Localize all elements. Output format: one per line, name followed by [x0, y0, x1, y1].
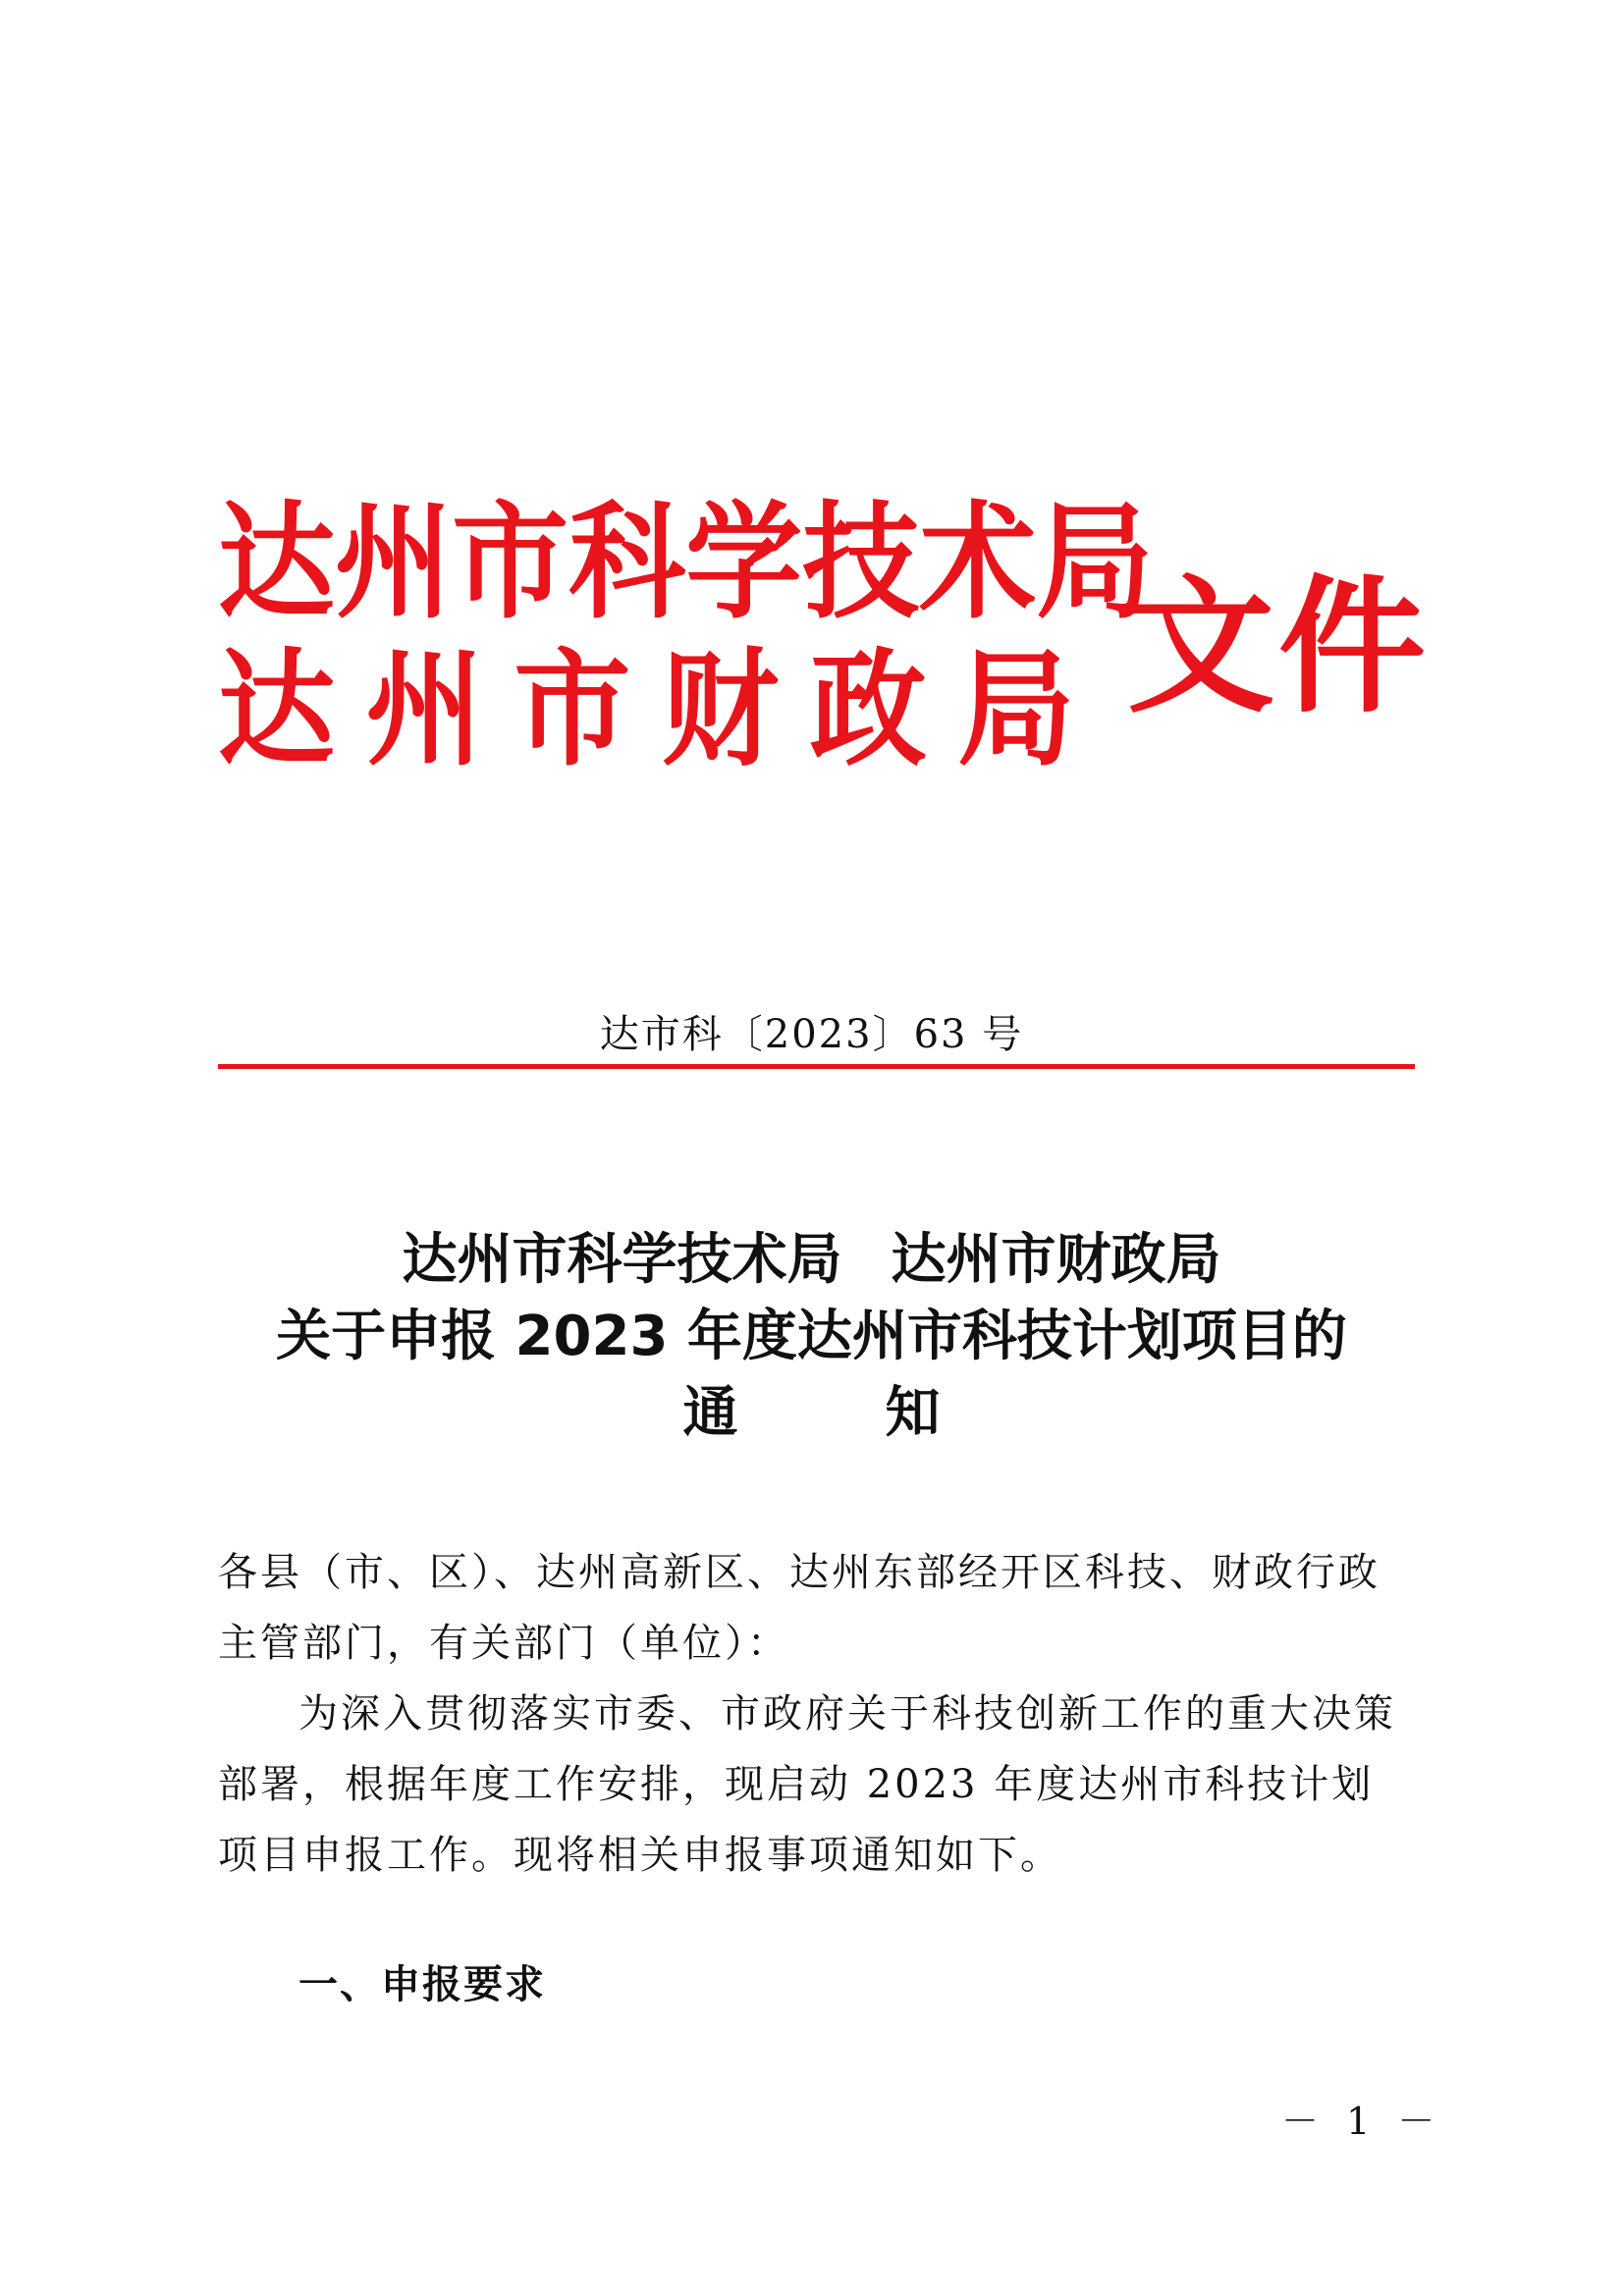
title-line-2: 关于申报 2023 年度达州市科技计划项目的	[276, 1305, 1347, 1368]
title-line-3	[0, 1375, 1623, 1452]
agency-name-finance-bureau: 达州市财政局	[218, 637, 1106, 783]
agency-name-science-bureau: 达州市科学技术局	[218, 490, 1154, 636]
title-agency-2: 达州市财政局	[891, 1228, 1221, 1292]
body-paragraph-1: 为深入贯彻落实市委、市政府关于科技创新工作的重大决策部署，根据年度工作安排，现启动 2023 年度达州市科技计划项目申报工作。现将相关申报事项通知如下。	[218, 1691, 1396, 1878]
title-line-1	[0, 1222, 1623, 1299]
salutation: 各县（市、区）、达州高新区、达州东部经开区科技、财政行政主管部门，有关部门（单位）：	[218, 1550, 1380, 1666]
section-heading-1: 一、申报要求	[298, 1962, 546, 2007]
document-title	[0, 1222, 1623, 1452]
title-notice-char-1: 通	[682, 1381, 738, 1445]
page-number: － 1 －	[1281, 2100, 1443, 2143]
title-notice-char-2: 知	[885, 1381, 941, 1445]
document-number: 达市科〔2023〕63 号	[599, 1012, 1024, 1057]
issuing-agencies	[218, 490, 1154, 795]
header-document-label: 文件	[1127, 562, 1431, 733]
title-agency-1: 达州市科学技术局	[402, 1228, 842, 1292]
red-separator-line	[218, 1064, 1415, 1069]
